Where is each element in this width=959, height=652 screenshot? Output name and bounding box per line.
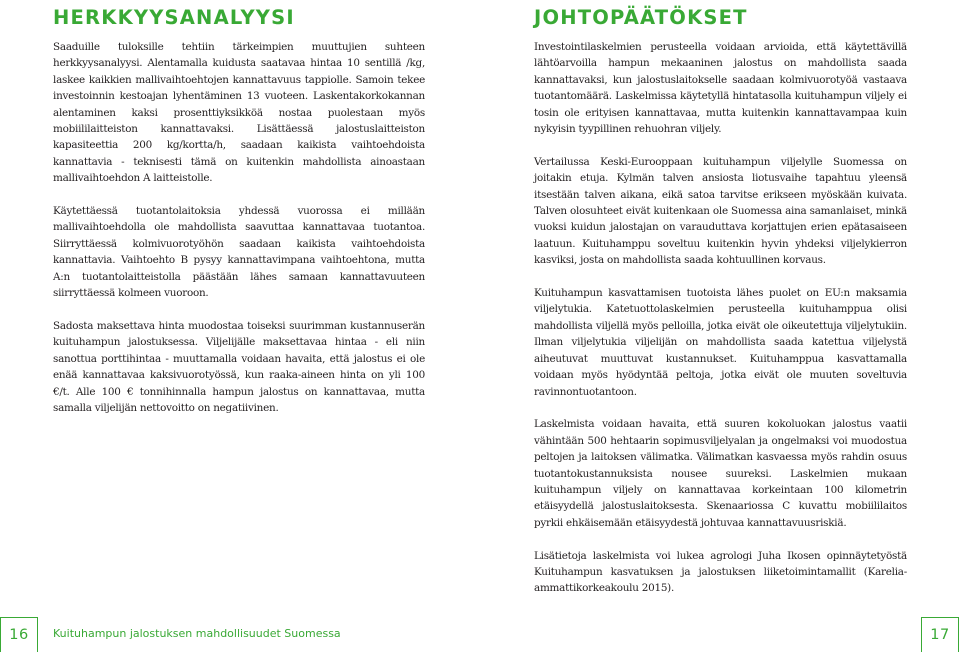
page-number-left: 16 — [0, 617, 38, 652]
left-text-column — [53, 39, 425, 416]
body-paragraph: Investointilaskelmien perusteella voidaan arvioida, että käytettävillä lähtöarvoilla hampun mekaaninen jalostus on mahdollista saada kannattavaksi, kun jalostuslaitokselle saadaan kolmivuorotyöä vastaava tuotantomäärä. Laskelmissa käytetyllä hintatasolla kuituhampun viljely ei tosin ole erityisen kannattavaa, mutta kuitenkin kannattavampaa kuin nykyisin tyypillinen rehuohran viljely. — [534, 41, 907, 136]
body-paragraph: Kuituhampun kasvattamisen tuotoista lähes puolet on EU:n maksamia viljelytukia. Katetuottolaskelmien perusteella kuituhamppua olisi mahdollista viljellä myös pelloilla, jotka eivät ole oikeutettuja viljelytukiin. Ilman viljelytukia viljelijän on mahdollista saada katettua viljelystä aiheutuvat muuttuvat kustannukset. Kuituhamppua kasvattamalla voidaan myös hyödyntää peltoja, jotka eivät ole muuten soveltuvia ravinnontuotantoon. — [534, 287, 907, 398]
footer-publication-title: Kuituhampun jalostuksen mahdollisuudet Suomessa — [53, 627, 341, 640]
page-number-right: 17 — [921, 617, 959, 652]
body-paragraph: Lisätietoja laskelmista voi lukea agrologi Juha Ikosen opinnäytetyöstä Kuituhampun kasvatuksen ja jalostuksen liiketoimintamallit (Karelia-ammattikorkeakoulu 2015). — [534, 549, 907, 595]
section-heading-johtopaatokset: JOHTOPÄÄTÖKSET — [534, 6, 748, 29]
body-paragraph: Käytettäessä tuotantolaitoksia yhdessä vuorossa ei millään mallivaihtoehdolla ole mahdollista saavuttaa kannattavaa tuotantoa. Siirryttäessä kolmivuorotyöhön saadaan kaikista vaihtoehdoista kannattavia. Vaihtoehto B pysyy kannattavimpana vaihtoehtona, mutta A:n tuotantolaitteistolla päästään lähes samaan kannattavuuteen siirryttäessä kolmeen vuoroon. — [53, 205, 425, 300]
section-heading-herkkyysanalyysi: HERKKYYSANALYYSI — [53, 6, 295, 29]
body-paragraph: Vertailussa Keski-Eurooppaan kuituhampun viljelylle Suomessa on joitakin etuja. Kylmän talven ansiosta liotusvaihe tapahtuu yleensä itsestään talven aikana, eikä satoa tarvitse erikseen myöskään kuivata. Talven olosuhteet eivät kuitenkaan ole Suomessa aina samanlaiset, minkä vuoksi kuidun jalostajan on varauduttava korjattujen erien epätasaiseen laatuun. Kuituhamppu soveltuu kuitenkin hyvin yhdeksi viljelykierron kasviksi, josta on mahdollista saada kohtuullinen korvaus. — [534, 155, 907, 267]
body-paragraph: Sadosta maksettava hinta muodostaa toiseksi suurimman kustannuserän kuituhampun jalostuksessa. Viljelijälle maksettavaa hintaa - eli niin sanottua porttihintaa - muuttamalla voidaan havaita, että jalostus ei ole enää kannattavaa kaksivuorotyössä, kun raaka-aineen hinta on yli 100 €/t. Alle 100 € tonnihinnalla hampun jalostus on kannattavaa, mutta samalla viljelijän nettovoitto on negatiivinen. — [53, 319, 425, 414]
body-paragraph: Laskelmista voidaan havaita, että suuren kokoluokan jalostus vaatii vähintään 500 hehtaarin sopimusviljelyalan ja ongelmaksi voi muodostua peltojen ja laitoksen välimatka. Välimatkan kasvaessa myös rahdin osuus tuotantokustannuksista nousee suureksi. Laskelmien mukaan kuituhampun viljely on kannattavaa korkeintaan 100 kilometrin etäisyydellä jalostuslaitoksesta. Skenaariossa C kuvattu mobiililaitos pyrkii ehkäisemään etäisyydestä johtuvaa kannattavuusriskiä. — [534, 418, 907, 529]
body-paragraph: Saaduille tuloksille tehtiin tärkeimpien muuttujien suhteen herkkyysanalyysi. Alentamalla kuidusta saatavaa hintaa 10 sentillä /kg, laskee kaikkien mallivaihtoehtojen kannattavuus tappiolle. Samoin tekee investoinnin kestoajan lyhentäminen 13 vuoteen. Laskentakorkokannan alentaminen kaksi prosenttiyksikköä nostaa puolestaan myös mobiililaitteiston kannattavaksi. Lisättäessä jalostuslaitteiston kapasiteettia 200 kg/kortta/h, saadaan kaikista vaihtoehdoista kannattavia - teknisesti tämä on kuitenkin mahdollista ainoastaan mallivaihtoehdon A laitteistolle. — [53, 41, 425, 185]
right-text-column — [534, 39, 907, 597]
